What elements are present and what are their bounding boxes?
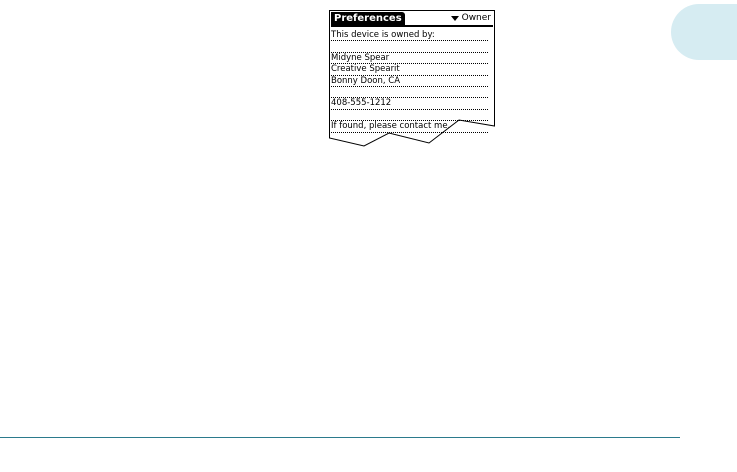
owner-line [331, 110, 488, 121]
category-label: Owner [461, 13, 491, 23]
owner-line: If found, please contact me. [331, 121, 488, 132]
owner-line: Creative Spearit [331, 64, 488, 75]
category-picker[interactable] [451, 12, 491, 25]
title-underline [331, 25, 493, 27]
owner-text-field[interactable] [331, 30, 488, 133]
chapter-tab [671, 4, 737, 60]
owner-line [331, 87, 488, 98]
owner-line: 408-555-1212 [331, 98, 488, 109]
owner-line: Bonny Doon, CA [331, 76, 488, 87]
owner-line: This device is owned by: [331, 30, 488, 41]
palm-screen-illustration [329, 10, 495, 150]
title-bar [331, 12, 493, 27]
owner-line: Midyne Spear [331, 53, 488, 64]
dropdown-triangle-icon [451, 16, 459, 21]
app-title: Preferences [331, 12, 405, 25]
owner-line [331, 41, 488, 52]
footer-rule [0, 437, 680, 438]
